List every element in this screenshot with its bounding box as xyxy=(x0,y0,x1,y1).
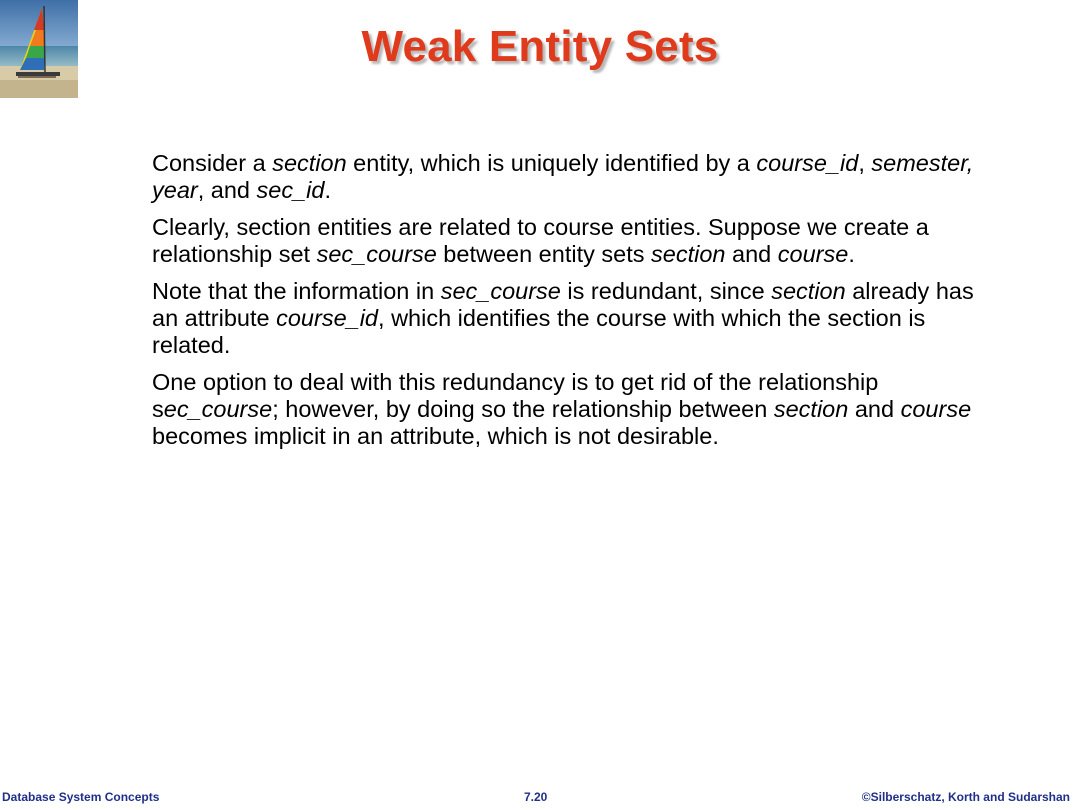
italic-term: course_id xyxy=(756,150,859,176)
paragraph-4 xyxy=(152,369,992,450)
text-run: Note that the information in xyxy=(152,278,441,304)
text-run: and xyxy=(848,396,901,422)
slide-body xyxy=(152,150,992,460)
italic-term: course xyxy=(900,396,972,422)
text-run: ; however, by doing so the relationship between xyxy=(272,396,774,422)
text-run: and xyxy=(725,241,778,267)
slide-title: Weak Entity Sets xyxy=(361,22,719,71)
paragraph-1 xyxy=(152,150,992,204)
footer-page-number: 7.20 xyxy=(524,790,548,804)
text-run: Consider a xyxy=(152,150,273,176)
text-run: One option to deal with this redundancy is to get rid of the relationship s xyxy=(152,369,879,422)
text-run: . xyxy=(324,177,331,203)
paragraph-3 xyxy=(152,278,992,359)
text-run: , xyxy=(858,150,872,176)
italic-term: sec_id xyxy=(256,177,325,203)
text-run: between entity sets xyxy=(436,241,652,267)
footer-book-title: Database System Concepts xyxy=(2,790,160,804)
text-run: already has an attribute xyxy=(152,278,974,331)
italic-term: section xyxy=(771,278,846,304)
text-run: Clearly, section entities are related to course entities. Suppose we create a relationship set xyxy=(152,214,929,267)
italic-term: ec_course xyxy=(163,396,273,422)
text-run: , which identifies the course with which the section is related. xyxy=(152,305,926,358)
italic-term: course_id xyxy=(276,305,379,331)
italic-term: section xyxy=(773,396,849,422)
text-run: , and xyxy=(197,177,257,203)
paragraph-2 xyxy=(152,214,992,268)
italic-term: course xyxy=(777,241,849,267)
text-run: is redundant, since xyxy=(560,278,772,304)
text-run: becomes implicit in an attribute, which is not desirable. xyxy=(152,423,719,449)
text-run: entity, which is uniquely identified by a xyxy=(346,150,757,176)
italic-term: sec_course xyxy=(316,241,437,267)
italic-term: section xyxy=(651,241,726,267)
footer-copyright: ©Silberschatz, Korth and Sudarshan xyxy=(861,790,1070,804)
italic-term: semester, year xyxy=(152,150,974,203)
italic-term: section xyxy=(272,150,347,176)
text-run: . xyxy=(848,241,855,267)
italic-term: sec_course xyxy=(440,278,561,304)
